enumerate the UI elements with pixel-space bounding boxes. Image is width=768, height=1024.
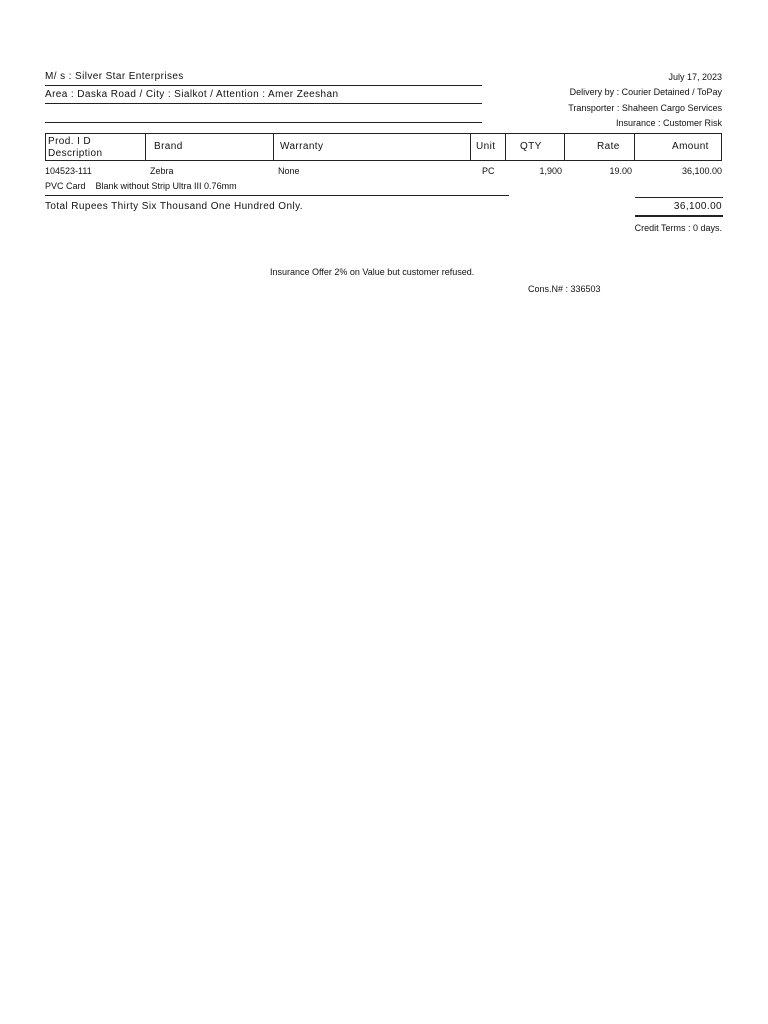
total-amount: 36,100.00	[673, 201, 722, 212]
row-warranty: None	[278, 166, 300, 176]
credit-terms: Credit Terms : 0 days.	[634, 223, 722, 233]
row-qty: 1,900	[539, 166, 562, 176]
row-amount: 36,100.00	[681, 166, 722, 176]
insurance-info: Insurance : Customer Risk	[615, 118, 722, 128]
delivery-info: Delivery by : Courier Detained / ToPay	[569, 87, 722, 97]
divider-line	[45, 85, 482, 86]
column-header-prod-id: Prod. I D Description	[46, 134, 146, 160]
column-header-warranty: Warranty	[274, 134, 471, 160]
row-brand: Zebra	[150, 166, 174, 176]
insurance-offer-note: Insurance Offer 2% on Value but customer refused.	[270, 267, 475, 277]
consignment-number: Cons.N# : 336503	[528, 284, 601, 294]
row-prod-id: 104523-111	[45, 166, 92, 176]
customer-name: M/ s : Silver Star Enterprises	[45, 71, 184, 82]
customer-address: Area : Daska Road / City : Sialkot / Attention : Amer Zeeshan	[45, 89, 339, 100]
total-in-words: Total Rupees Thirty Six Thousand One Hundred Only.	[45, 201, 303, 212]
row-rate: 19.00	[609, 166, 632, 176]
column-header-qty: QTY	[506, 134, 565, 160]
total-underline	[635, 215, 723, 217]
column-header-unit: Unit	[471, 134, 506, 160]
column-header-rate: Rate	[565, 134, 635, 160]
divider-line	[45, 122, 482, 123]
divider-line	[635, 197, 723, 198]
table-header	[45, 133, 722, 161]
column-header-brand: Brand	[146, 134, 274, 160]
row-description: PVC Card Blank without Strip Ultra III 0.76mm	[45, 181, 237, 191]
divider-line	[45, 195, 509, 196]
transporter-info: Transporter : Shaheen Cargo Services	[568, 103, 722, 113]
column-header-amount: Amount	[672, 141, 709, 152]
invoice-date: July 17, 2023	[668, 72, 722, 82]
row-unit: PC	[482, 166, 495, 176]
divider-line	[45, 103, 482, 104]
